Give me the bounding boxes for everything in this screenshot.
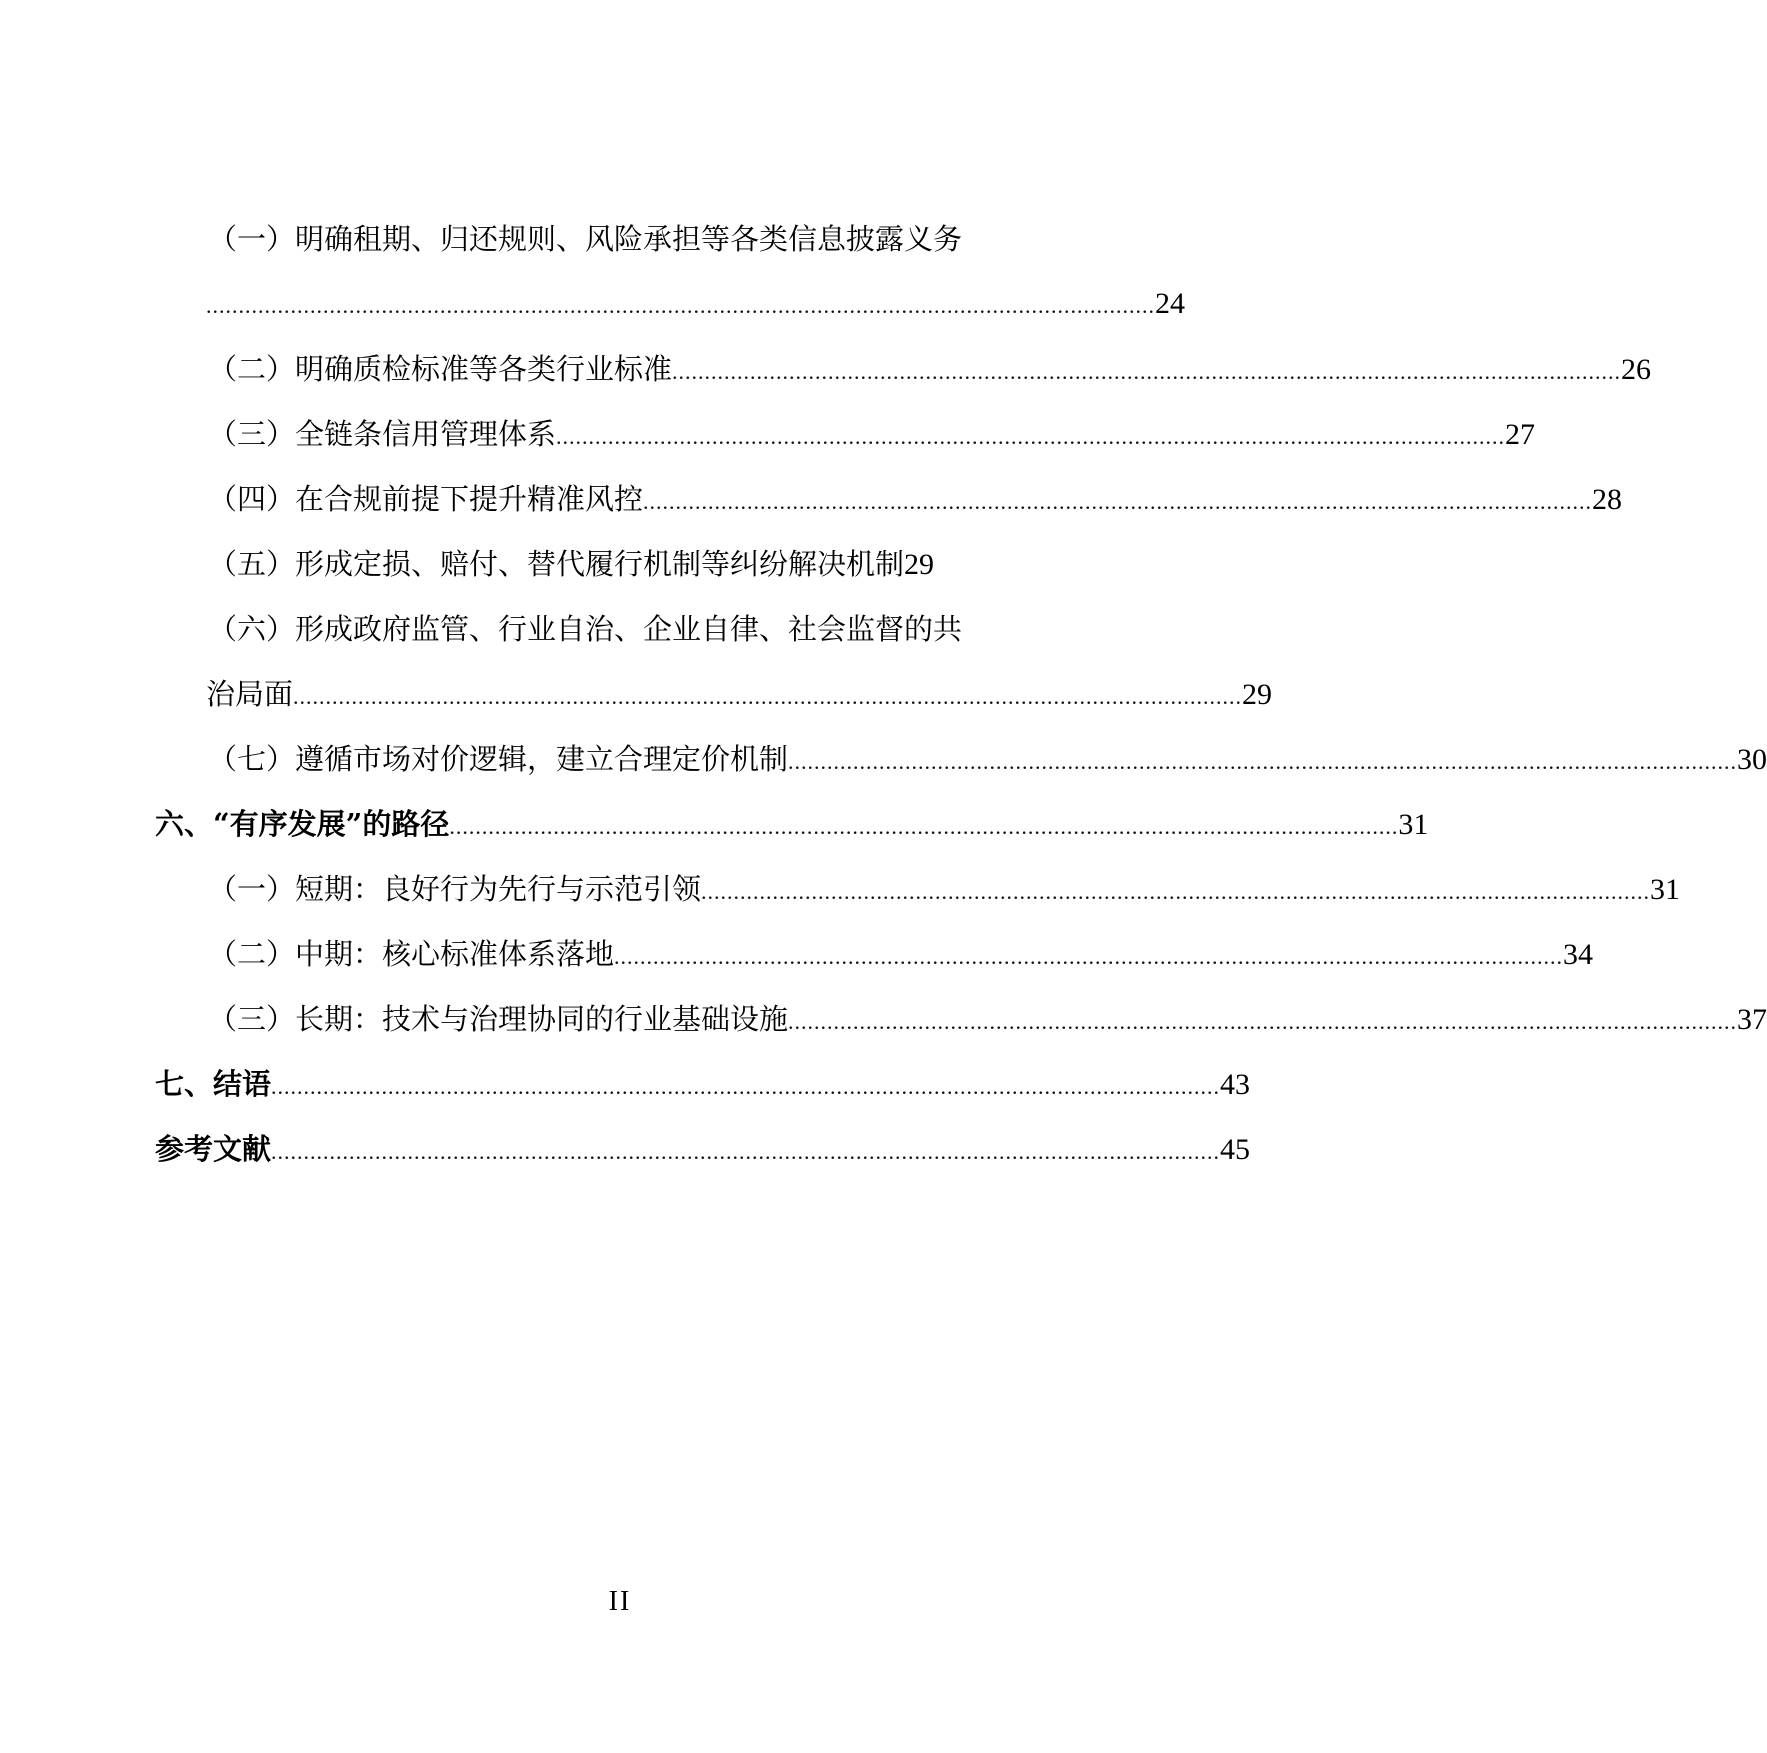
toc-page-number: 31 (1398, 808, 1429, 841)
toc-page-number: 26 (1621, 353, 1652, 386)
toc-entry-co-governance[interactable] (208, 609, 962, 649)
dot-leader: .................................................................................................................................................. (293, 684, 1243, 709)
dot-leader: .................................................................................................................................................. (672, 359, 1622, 384)
dot-leader: .................................................................................................................................................. (701, 879, 1651, 904)
toc-entry-label: （二）明确质检标准等各类行业标准 (208, 352, 673, 386)
dot-leader: .................................................................................................................................................. (556, 424, 1506, 449)
toc-entry-short-term[interactable] (208, 869, 1681, 912)
toc-entry-label: （三）全链条信用管理体系 (208, 417, 557, 451)
toc-page-number: 24 (1155, 287, 1185, 320)
toc-entry-mid-term[interactable] (208, 934, 1594, 977)
toc-entry-label: （三）长期：技术与治理协同的行业基础设施 (208, 1002, 789, 1036)
toc-section-label: 六、“有序发展”的路径 (155, 807, 450, 841)
dot-leader: .................................................................................................................................................. (271, 1139, 1221, 1164)
toc-entry-risk-control[interactable] (208, 479, 1623, 522)
toc-page-number: 31 (1650, 873, 1681, 906)
toc-entry-credit-system[interactable] (208, 414, 1536, 457)
toc-page-number: 45 (1220, 1133, 1251, 1166)
toc-page-number: 29 (1242, 678, 1273, 711)
dot-leader: .................................................................................................................................................. (206, 293, 1155, 318)
toc-page-number: 27 (1505, 418, 1536, 451)
dot-leader: .................................................................................................................................................. (643, 489, 1593, 514)
toc-page-number: 34 (1563, 938, 1594, 971)
toc-section-conclusion[interactable] (155, 1064, 1251, 1107)
toc-entry-disclosure[interactable] (208, 219, 962, 259)
toc-entry-label-continued: 治局面 (206, 677, 294, 711)
toc-page-number: 43 (1220, 1068, 1251, 1101)
toc-page-number: 28 (1592, 483, 1623, 516)
toc-entry-label: （二）中期：核心标准体系落地 (208, 937, 615, 971)
page-footer-number: II (608, 1586, 632, 1617)
toc-entry-label: （一）明确租期、归还规则、风险承担等各类信息披露义务 (208, 222, 963, 256)
dot-leader: .................................................................................................................................................. (449, 814, 1399, 839)
toc-entry-label: （五）形成定损、赔付、替代履行机制等纠纷解决机制 (208, 547, 905, 581)
toc-entry-dispute-resolution[interactable] (208, 544, 934, 585)
dot-leader: .................................................................................................................................................. (271, 1074, 1221, 1099)
toc-entry-pricing-mechanism[interactable] (208, 739, 1767, 782)
toc-page-number: 29 (904, 548, 935, 581)
toc-section-label: 参考文献 (155, 1132, 272, 1166)
toc-entry-label: （四）在合规前提下提升精准风控 (208, 482, 644, 516)
toc-section-references[interactable] (155, 1129, 1251, 1172)
toc-section-orderly-development[interactable] (155, 804, 1429, 847)
toc-entry-co-governance-cont[interactable] (206, 674, 1273, 717)
dot-leader: .................................................................................................................................................. (788, 749, 1738, 774)
toc-entry-long-term[interactable] (208, 999, 1767, 1042)
toc-entry-disclosure-leader-row[interactable] (206, 284, 1185, 326)
toc-entry-industry-standards[interactable] (208, 349, 1652, 392)
toc-entry-label: （七）遵循市场对价逻辑，建立合理定价机制 (208, 742, 789, 776)
toc-entry-label: （一）短期：良好行为先行与示范引领 (208, 872, 702, 906)
toc-page-number: 30 (1737, 743, 1767, 776)
dot-leader: .................................................................................................................................................. (614, 944, 1564, 969)
toc-page-number: 37 (1737, 1003, 1767, 1036)
toc-section-label: 七、结语 (155, 1067, 272, 1101)
dot-leader: .................................................................................................................................................. (788, 1009, 1738, 1034)
toc-entry-label: （六）形成政府监管、行业自治、企业自律、社会监督的共 (208, 612, 963, 646)
